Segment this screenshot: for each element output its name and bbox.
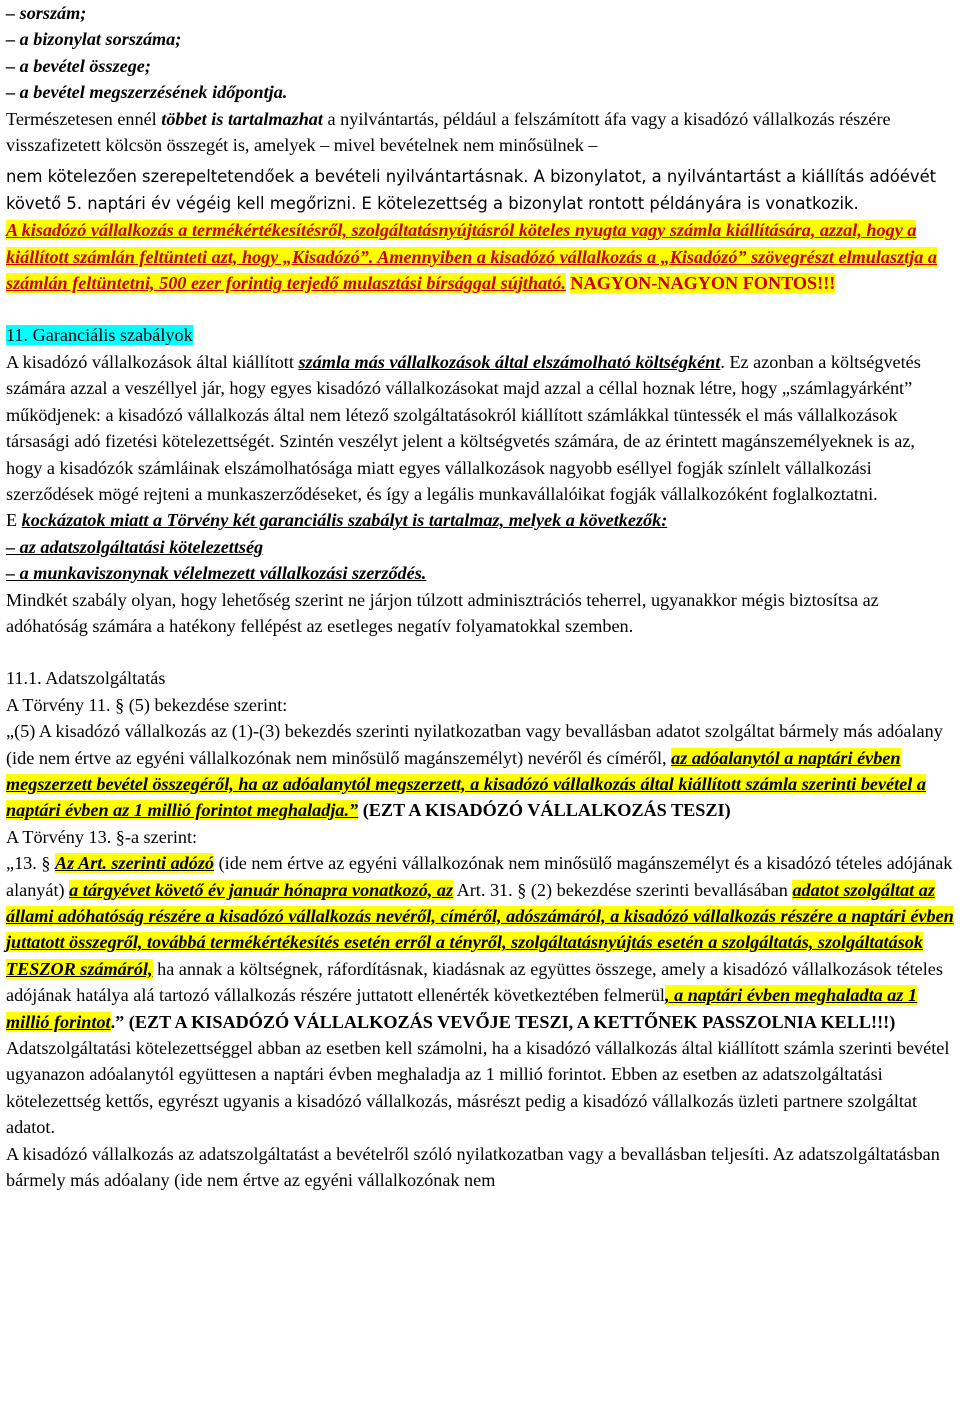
list-item: – a bevétel összege; [6,55,151,76]
list-top [6,0,955,106]
warning-text: A kisadózó vállalkozás a termékértékesítésről, szolgáltatásnyújtásról köteles nyugta vagy számla kiállítására, azzal, hogy a kiállított számlán feltünteti azt, hogy „Kisadózó”. Amennyiben a kisadózó vállalkozás a „Kisadózó” szövegrészt elmulasztja a számlán feltüntetni, 500 ezer forintig terjedő mulasztási bírsággal sújtható. [6,220,938,294]
law-quote-13: „13. § Az Art. szerinti adózó (ide nem értve az egyéni vállalkozónak nem minősülő magánszemélyt és a kisadózó tételes adójának alanyát) a tárgyévet követő év január hónapra vonatkozó, az Art. 31. § (2) bekezdése szerinti bevallásában adatot szolgáltat az állami adóhatóság részére a kisadózó vállalkozás nevéről, címéről, adószámáról, a kisadózó vállalkozás részére a naptári évben juttatott összegről, továbbá termékértékesítés esetén erről a tényről, szolgáltatásnyújtás esetén a szolgáltatás, szolgáltatások TESZOR számáról, ha annak a költségnek, ráfordításnak, kiadásnak az együttes összege, amely a kisadózó vállalkozások tételes adójának hatálya alá tartozó vállalkozás részére juttatott ellenérték következtében felmerül, a naptári évben meghaladta az 1 millió forintot.” (EZT A KISADÓZÓ VÁLLALKOZÁS VEVŐJE TESZI, A KETTŐNEK PASSZOLNIA KELL!!!) [6,853,954,1032]
paragraph-mindket: Mindkét szabály olyan, hogy lehetőség szerint ne járjon túlzott adminisztrációs teherrel, ugyanakkor mégis biztosítsa az adóhatóság számára a hatékony fellépést az esetleges negatív folyamatokkal szemben. [6,589,879,636]
paragraph-kockazatok: E kockázatok miatt a Törvény két garanciális szabályt is tartalmaz, melyek a következők: [6,510,668,531]
paragraph-nyilatkozat: A kisadózó vállalkozás az adatszolgáltatást a bevételről szóló nyilatkozatban vagy a bevallásban teljesíti. Az adatszolgáltatásban bármely más adóalany (ide nem értve az egyéni vállalkozónak nem [6,1143,940,1191]
paragraph-bizonylat: nem kötelezően szerepeltetendőek a bevételi nyilvántartásnak. A bizonylatot, a nyilvántartást a kiállítás adóévét követő 5. naptári év végéig kell megőrizni. E kötelezettség a bizonylat rontott példányára is vonatkozik. [6,167,937,213]
list-item: – az adatszolgáltatási kötelezettség [6,536,264,557]
paragraph-adatszolgaltatas: Adatszolgáltatási kötelezettséggel abban az esetben kell számolni, ha a kisadózó vállalkozás által kiállított számla szerinti bevétel ugyanazon adóalanytól együttesen a naptári évben meghaladja az 1 millió forintot. Ebben az esetben az adatszolgáltatási kötelezettség kettős, egyrészt ugyanis a kisadózó vállalkozás, másrészt pedig a kisadózó vállalkozás üzleti partnere szolgáltat adatot. [6,1038,950,1138]
paragraph-nyilvantartas: Természetesen ennél többet is tartalmazhat a nyilvántartás, például a felszámított áfa vagy a kisadózó vállalkozás részére visszafizetett kölcsön összegét is, amelyek – mivel bevételnek nem minősülnek – [6,108,891,156]
section-heading: 11. Garanciális szabályok [6,325,193,346]
law-intro: A Törvény 11. § (5) bekezdése szerint: [6,694,288,715]
law-quote-11-5: „(5) A kisadózó vállalkozás az (1)-(3) bekezdés szerinti nyilatkozatban vagy bevallásban adatot szolgáltat bármely más adóalany (ide nem értve az egyéni vállalkozónak nem minősülő magánszemélyt) nevéről és címéről, az adóalanytól a naptári évben megszerzett bevétel összegéről, ha az adóalanytól megszerzett, a kisadózó vállalkozás által kiállított számla szerinti bevétel a naptári évben az 1 millió forintot meghaladja.” (EZT A KISADÓZÓ VÁLLALKOZÁS TESZI) [6,721,943,821]
list-item: – a munkaviszonynak vélelmezett vállalkozási szerződés. [6,563,427,584]
list-item: – a bizonylat sorszáma; [6,29,182,50]
law-intro: A Törvény 13. §-a szerint: [6,826,198,847]
paragraph-garancia: A kisadózó vállalkozások által kiállított számla más vállalkozások által elszámolható költségként. Ez azonban a költségvetés számára azzal a veszéllyel jár, hogy egyes kisadózó vállalkozásokat majd azzal a céllal hoznak létre, hogy „számlagyárként” működjenek: a kisadózó vállalkozás által nem létező szolgáltatásokról kiállított számlákkal tüntessék el más vállalkozások társasági adó fizetési kötelezettségét. Szintén veszélyt jelent a költségvetés számára, de az érintett magánszemélyeknek is az, hogy a kisadózók számláinak elszámolhatósága miatt egyes vállalkozások nagyobb eséllyel fogják színlelt vállalkozási szerződések mögé rejteni a munkaszerződéseket, és így a legális munkavállalóikat fogják vállalkozóként foglalkoztatni. [6,351,921,504]
list-item: – a bevétel megszerzésének időpontja. [6,82,288,103]
subsection-heading: 11.1. Adatszolgáltatás [6,668,166,689]
list-item: – sorszám; [6,3,87,23]
warning-emphasis: NAGYON-NAGYON FONTOS!!! [570,273,836,294]
warning-paragraph [6,217,955,296]
